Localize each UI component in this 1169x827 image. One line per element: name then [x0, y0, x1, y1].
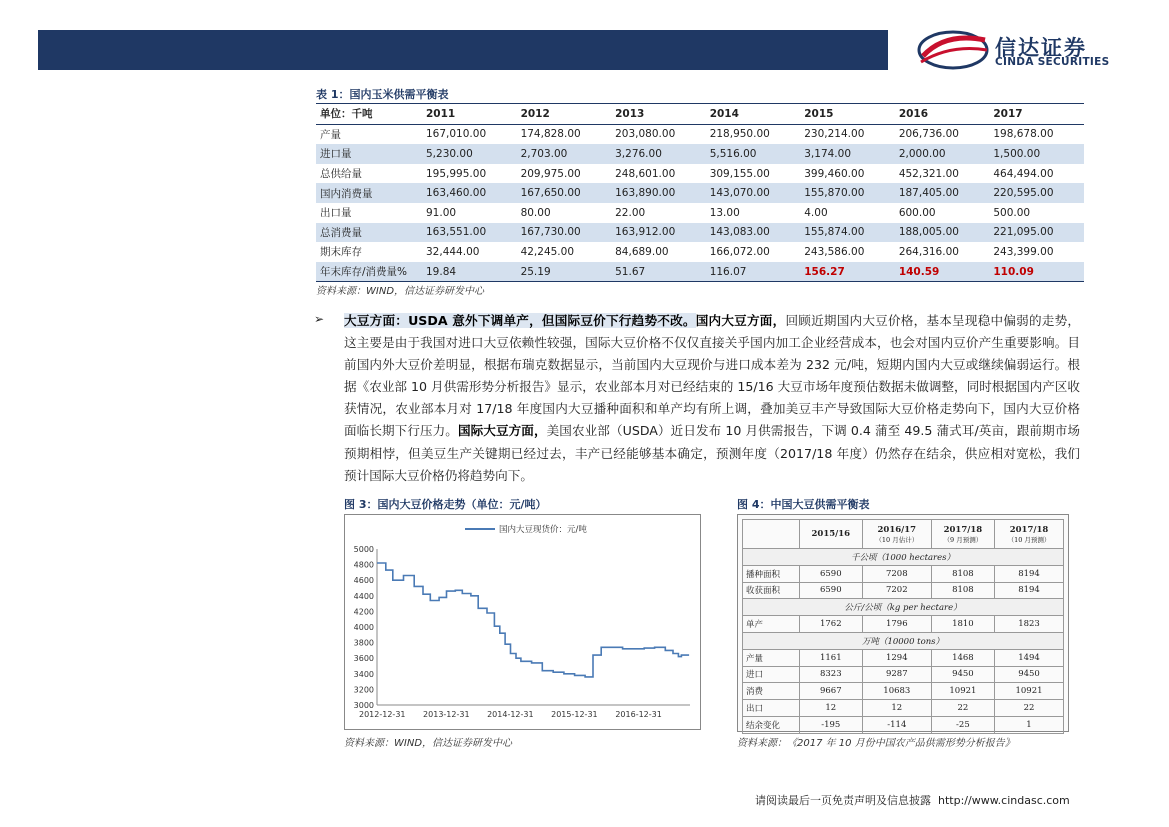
- soybean-paragraph: [344, 310, 1080, 487]
- table-cell: -195: [799, 716, 862, 733]
- table-row: [743, 616, 1064, 633]
- table4-header-year: 2017/18: [1009, 524, 1049, 535]
- y-tick-label: 5000: [353, 545, 374, 554]
- y-tick-label: 3800: [353, 638, 374, 648]
- table-cell: 155,874.00: [800, 223, 895, 243]
- figure4-caption: 图 4：中国大豆供需平衡表: [737, 498, 870, 511]
- table-cell: 9450: [931, 666, 994, 683]
- table-cell: 8194: [995, 565, 1064, 582]
- table-cell: 140.59: [895, 262, 990, 282]
- table-cell: 264,316.00: [898, 245, 959, 258]
- table-row: [316, 124, 1084, 144]
- paragraph-sub2: 国际大豆方面，: [457, 423, 547, 439]
- table-cell: 167,730.00: [517, 223, 612, 243]
- table-cell: 8108: [931, 582, 994, 599]
- table4-unit-row: [743, 599, 1064, 616]
- row-label: 产量: [320, 128, 341, 141]
- table-cell: 209,975.00: [520, 167, 581, 180]
- table-cell: 7208: [862, 565, 931, 582]
- table-cell: 3,276.00: [611, 144, 706, 164]
- table-row: [316, 164, 1084, 184]
- table4-header-note: （9 月预测）: [943, 535, 983, 544]
- table1-header-cell: 2012: [517, 104, 612, 125]
- row-label: 出口: [743, 700, 800, 717]
- table-cell: 22.00: [615, 206, 646, 219]
- table-row: [743, 582, 1064, 599]
- table4-header-cell: [995, 520, 1064, 549]
- table-cell: 452,321.00: [898, 167, 959, 180]
- table-cell: 80.00: [520, 206, 551, 219]
- table4-header-year: 2016/17: [877, 524, 917, 535]
- table-cell: 1468: [931, 649, 994, 666]
- table-cell: 143,070.00: [706, 183, 801, 203]
- table4-header-year: 2015/16: [811, 529, 851, 539]
- legend-label: 国内大豆现货价：元/吨: [499, 525, 587, 535]
- table-cell: 167,010.00: [426, 128, 487, 141]
- table-cell: 1: [995, 716, 1064, 733]
- table4-unit: 千公顷（1000 hectares）: [743, 549, 1064, 566]
- table-cell: 9287: [862, 666, 931, 683]
- table-cell: 143,083.00: [706, 223, 801, 243]
- y-tick-label: 3600: [353, 654, 374, 664]
- table4-header-cell: [799, 520, 862, 549]
- table-cell: 25.19: [517, 262, 612, 282]
- y-tick-label: 3200: [353, 685, 374, 695]
- table4-corner: [743, 520, 800, 549]
- table-cell: 13.00: [709, 206, 740, 219]
- table-cell: 1,500.00: [989, 144, 1084, 164]
- series-line: [377, 563, 689, 677]
- row-label: 进口量: [316, 144, 422, 164]
- table-cell: 10921: [995, 683, 1064, 700]
- soybean-balance-image: [737, 514, 1069, 732]
- table4-header-cell: [931, 520, 994, 549]
- y-tick-label: 3000: [353, 701, 374, 710]
- table-cell: -114: [862, 716, 931, 733]
- row-label: 总供给量: [320, 168, 362, 181]
- row-label: 收获面积: [743, 582, 800, 599]
- y-tick-label: 4400: [353, 591, 374, 601]
- table-row: [743, 649, 1064, 666]
- table-cell: 19.84: [422, 262, 517, 282]
- table-cell: 5,230.00: [422, 144, 517, 164]
- table-cell: 4.00: [804, 206, 828, 219]
- table-row: [743, 716, 1064, 733]
- table-cell: 218,950.00: [709, 128, 770, 141]
- table-cell: 198,678.00: [993, 128, 1054, 141]
- table-cell: 1762: [799, 616, 862, 633]
- table-cell: 8108: [931, 565, 994, 582]
- table-cell: 12: [799, 700, 862, 717]
- table-cell: 1810: [931, 616, 994, 633]
- table-cell: 9450: [995, 666, 1064, 683]
- table-cell: 243,586.00: [804, 245, 865, 258]
- row-label: 进口: [743, 666, 800, 683]
- row-label: 年末库存/消费量%: [316, 262, 422, 282]
- table-cell: 2,703.00: [517, 144, 612, 164]
- table-cell: 7202: [862, 582, 931, 599]
- y-tick-label: 3400: [353, 669, 374, 679]
- table-cell: 51.67: [611, 262, 706, 282]
- logo-english: CINDA SECURITIES: [995, 56, 1110, 68]
- table1-header-cell: 2017: [989, 104, 1084, 125]
- table-cell: 600.00: [898, 206, 936, 219]
- table1-header-cell: 2015: [800, 104, 895, 125]
- table-row: [316, 242, 1084, 262]
- table-cell: 110.09: [989, 262, 1084, 282]
- row-label: 结余变化: [743, 716, 800, 733]
- paragraph-text2: 美国农业部（USDA）近日发布 10 月供需报告，下调 0.4 蒲至 49.5 蒲式耳/英亩，跟前期市场预期相悖，但美豆生产关键期已经过去，丰产已经能够基本确定，预测年度（2017/18 年度）仍然存在结余，供应相对宽松，我们预计国际大豆价格仍将趋势向下。: [344, 423, 1081, 483]
- table-row: [743, 700, 1064, 717]
- table-row: [743, 565, 1064, 582]
- table-cell: 163,551.00: [422, 223, 517, 243]
- table-cell: 167,650.00: [517, 183, 612, 203]
- y-tick-label: 4800: [353, 560, 374, 570]
- y-tick-label: 4000: [353, 623, 374, 632]
- table-cell: 6590: [799, 565, 862, 582]
- y-tick-label: 4200: [353, 607, 374, 617]
- table1-header-cell: 2014: [706, 104, 801, 125]
- table-cell: 1494: [995, 649, 1064, 666]
- row-label: 消费: [743, 683, 800, 700]
- table-cell: 195,995.00: [426, 167, 487, 180]
- soybean-balance-table: [742, 519, 1064, 734]
- table-cell: 163,460.00: [422, 183, 517, 203]
- table1-header-cell: 2013: [611, 104, 706, 125]
- paragraph-sub1: 国内大豆方面，: [695, 313, 786, 328]
- table1-header-cell: 2011: [422, 104, 517, 125]
- soybean-price-chart-svg: [345, 515, 700, 729]
- table-cell: 399,460.00: [804, 167, 865, 180]
- table-cell: 8323: [799, 666, 862, 683]
- table-cell: 12: [862, 700, 931, 717]
- table-cell: 3,174.00: [800, 144, 895, 164]
- y-tick-label: 4600: [353, 576, 374, 586]
- x-tick-label: 2016-12-31: [615, 710, 662, 719]
- table-cell: 221,095.00: [989, 223, 1084, 243]
- table4-unit: 万吨（10000 tons）: [743, 632, 1064, 649]
- table-row: [316, 262, 1084, 282]
- table-cell: 230,214.00: [804, 128, 865, 141]
- table-cell: 116.07: [706, 262, 801, 282]
- table-row: [743, 683, 1064, 700]
- table1-source: 资料来源：WIND，信达证券研发中心: [316, 286, 485, 297]
- table-cell: 1796: [862, 616, 931, 633]
- paragraph-lead: 大豆方面：USDA 意外下调单产，但国际豆价下行趋势不改。: [344, 313, 696, 328]
- table4-header-cell: [862, 520, 931, 549]
- table-cell: 188,005.00: [895, 223, 990, 243]
- footer-url[interactable]: http://www.cindasc.com: [938, 794, 1070, 807]
- table1-header-cell: 2016: [895, 104, 990, 125]
- table-cell: 1294: [862, 649, 931, 666]
- table-row: [316, 144, 1084, 164]
- table-cell: 174,828.00: [520, 128, 581, 141]
- row-label: 总消费量: [316, 223, 422, 243]
- table4-header-year: 2017/18: [943, 524, 983, 535]
- table4-unit-row: [743, 549, 1064, 566]
- table-cell: 10683: [862, 683, 931, 700]
- table1-header-cell: 单位：千吨: [316, 104, 422, 125]
- paragraph-text1: 回顾近期国内大豆价格，基本呈现稳中偏弱的走势，这主要是由于我国对进口大豆依赖性较强，国际大豆价格不仅仅直接关乎国内加工企业经营成本，也会对国内豆价产生重要影响。目前国内外大豆价差明显，根据布瑞克数据显示，当前国内大豆现价与进口成本差为 232 元/吨，短期内国内大豆或继续偏弱运行。根据《农业部 10 月供需形势分析报告》显示，农业部本月对已经结束的 15/16 大豆市场年度预估数据未做调整，同时根据国内产区收获情况，农业部本月对 17/18 年度国内大豆播种面积和单产均有所上调，叠加美豆丰产导致国际大豆价格走势向下，国内大豆价格面临长期下行压力。: [344, 313, 1081, 439]
- table-cell: 2,000.00: [895, 144, 990, 164]
- row-label: 期末库存: [320, 246, 362, 259]
- table-cell: 22: [931, 700, 994, 717]
- figure4-source: 资料来源：《2017 年 10 月份中国农产品供需形势分析报告》: [737, 738, 1015, 749]
- table-cell: 187,405.00: [895, 183, 990, 203]
- table-cell: 220,595.00: [989, 183, 1084, 203]
- table-cell: 84,689.00: [615, 245, 669, 258]
- figure3-source: 资料来源：WIND，信达证券研发中心: [344, 738, 513, 749]
- table-cell: 464,494.00: [993, 167, 1054, 180]
- table-cell: 156.27: [800, 262, 895, 282]
- table4-header-note: （10 月预测）: [1007, 535, 1051, 544]
- table-cell: 163,912.00: [611, 223, 706, 243]
- footer: [755, 792, 1070, 808]
- x-tick-label: 2014-12-31: [487, 710, 534, 719]
- row-label: 出口量: [320, 207, 352, 220]
- table-cell: 22: [995, 700, 1064, 717]
- table-cell: 9667: [799, 683, 862, 700]
- table4-unit-row: [743, 632, 1064, 649]
- table-cell: 32,444.00: [426, 245, 480, 258]
- table-cell: 309,155.00: [709, 167, 770, 180]
- soybean-price-chart: [344, 514, 701, 730]
- table-cell: 248,601.00: [615, 167, 676, 180]
- x-tick-label: 2013-12-31: [423, 710, 470, 719]
- row-label: 国内消费量: [316, 183, 422, 203]
- header-bar: [38, 30, 888, 70]
- x-tick-label: 2012-12-31: [359, 710, 406, 719]
- table-cell: 243,399.00: [993, 245, 1054, 258]
- table4-header-row: [743, 520, 1064, 549]
- row-label: 播种面积: [743, 565, 800, 582]
- table-row: [316, 203, 1084, 223]
- table-cell: 206,736.00: [898, 128, 959, 141]
- table-row: [316, 223, 1084, 243]
- footer-disclaimer: 请阅读最后一页免责声明及信息披露: [755, 794, 931, 807]
- table-cell: 42,245.00: [520, 245, 575, 258]
- table-cell: 163,890.00: [611, 183, 706, 203]
- table-cell: 10921: [931, 683, 994, 700]
- logo-chinese: 信达证券: [995, 36, 1087, 60]
- figure3-caption: 图 3：国内大豆价格走势（单位：元/吨）: [344, 498, 547, 511]
- table-cell: 6590: [799, 582, 862, 599]
- table-cell: -25: [931, 716, 994, 733]
- table1-caption: 表 1：国内玉米供需平衡表: [316, 88, 449, 101]
- table-cell: 91.00: [426, 206, 457, 219]
- table-row: [316, 183, 1084, 203]
- table-cell: 166,072.00: [709, 245, 770, 258]
- x-tick-label: 2015-12-31: [551, 710, 598, 719]
- table-cell: 1161: [799, 649, 862, 666]
- table-cell: 155,870.00: [800, 183, 895, 203]
- table-cell: 500.00: [993, 206, 1031, 219]
- table-cell: 8194: [995, 582, 1064, 599]
- table-cell: 203,080.00: [615, 128, 676, 141]
- table4-unit: 公斤/公顷（kg per hectare）: [743, 599, 1064, 616]
- row-label: 产量: [743, 649, 800, 666]
- table4-header-note: （10 月估计）: [875, 535, 919, 544]
- corn-balance-table: [316, 103, 1084, 282]
- table-cell: 1823: [995, 616, 1064, 633]
- bullet-icon: ➢: [314, 312, 325, 326]
- row-label: 单产: [743, 616, 800, 633]
- table-cell: 5,516.00: [706, 144, 801, 164]
- table-row: [743, 666, 1064, 683]
